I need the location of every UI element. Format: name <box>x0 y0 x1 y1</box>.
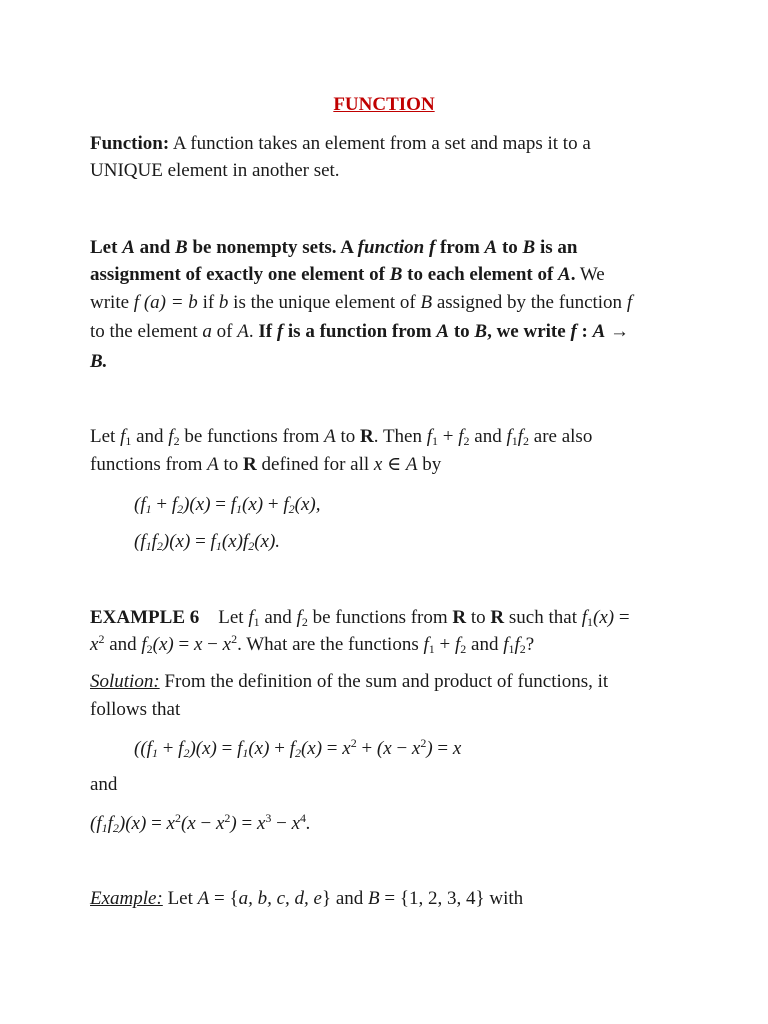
text: x <box>193 634 203 655</box>
text: assigned by the function <box>432 292 627 313</box>
text: x <box>383 738 392 759</box>
definition-line-3 <box>90 290 632 316</box>
text: A <box>558 264 571 285</box>
subscript: 1 <box>587 615 594 629</box>
text: B <box>522 237 536 258</box>
text: R <box>360 426 374 447</box>
text: f <box>426 426 433 447</box>
text: (x) <box>593 607 615 628</box>
text: → <box>605 321 630 342</box>
text: If <box>258 321 277 342</box>
text: A <box>405 454 418 475</box>
text: to <box>466 607 491 628</box>
text: ∈ <box>382 454 406 475</box>
text: : <box>576 321 593 342</box>
subscript: 2 <box>523 434 530 448</box>
superscript: 2 <box>420 736 427 750</box>
text: a, b, c, d, e <box>238 888 322 909</box>
formula-example-sum: ($(f_1 + f_2)(x) = f_1(x) + f_2(x) = x^2 + (x - x^2) = x$ <box>134 736 462 760</box>
text: . Then <box>373 426 427 447</box>
text: B <box>389 264 403 285</box>
text: f <box>120 426 126 447</box>
text: f <box>140 494 146 515</box>
text: R <box>243 454 257 475</box>
text: Let <box>162 888 198 909</box>
text: x <box>166 813 175 834</box>
subscript: 1 <box>125 434 132 448</box>
text: function f <box>357 237 436 258</box>
sumproduct-line-2 <box>90 452 441 478</box>
text: f <box>178 738 184 759</box>
intro-term: Function: <box>90 133 170 154</box>
text: be functions from <box>307 607 453 628</box>
definition-line-5: B. <box>90 351 108 372</box>
superscript: 2 <box>350 736 357 750</box>
text: − <box>391 738 412 759</box>
text: functions from <box>90 454 208 475</box>
text: A <box>484 237 498 258</box>
text: and <box>259 607 297 628</box>
subscript: 1 <box>508 642 515 656</box>
text: f <box>96 813 102 834</box>
subscript: 2 <box>173 434 180 448</box>
text: A <box>122 237 135 258</box>
text: = <box>190 531 211 552</box>
text: A <box>197 888 210 909</box>
text: , we write <box>487 321 571 342</box>
text: f <box>276 321 284 342</box>
text: A <box>436 321 450 342</box>
subscript: 1 <box>101 821 108 835</box>
formula-product: $(f_1f_2)(x) = f_1(x)f_2(x)$. <box>134 531 281 553</box>
sumproduct-line-1 <box>90 424 592 450</box>
text: Let <box>90 426 121 447</box>
superscript: 2 <box>224 811 231 825</box>
text: + <box>269 738 290 759</box>
text: ? <box>525 634 535 655</box>
page-title: FUNCTION <box>333 94 435 115</box>
text: f <box>454 634 461 655</box>
definition-line-1 <box>90 235 577 261</box>
example6-line-2 <box>90 632 534 658</box>
text: x <box>90 634 99 655</box>
definition-line-2 <box>90 262 605 288</box>
text: be nonempty sets. A <box>187 237 358 258</box>
text: R <box>452 607 467 628</box>
example-label: Example: <box>90 888 163 909</box>
text: A <box>207 454 219 475</box>
superscript: 2 <box>231 632 238 646</box>
text: f <box>141 634 147 655</box>
text: f <box>506 426 512 447</box>
text: b <box>218 292 229 313</box>
superscript: 2 <box>174 811 181 825</box>
text: by <box>417 454 442 475</box>
text: . What are the functions <box>237 634 424 655</box>
text: and <box>131 426 169 447</box>
text: + <box>438 426 459 447</box>
text: = <box>236 813 257 834</box>
text: a <box>202 321 212 342</box>
text: + <box>157 738 179 759</box>
text: x <box>187 813 196 834</box>
text: to <box>497 237 523 258</box>
text: of <box>211 321 238 342</box>
subscript: 2 <box>112 821 119 835</box>
text: = <box>432 738 453 759</box>
subscript: 1 <box>151 746 158 760</box>
solution-line-2: follows that <box>90 699 181 720</box>
intro-line-1 <box>90 131 591 157</box>
subscript: 1 <box>242 746 249 760</box>
solution-label: Solution: <box>90 671 160 692</box>
text: x <box>215 813 225 834</box>
text: and <box>466 634 504 655</box>
subscript: 1 <box>432 434 439 448</box>
text: f <box>230 494 237 515</box>
text: + <box>356 738 377 759</box>
text: write <box>90 292 134 313</box>
text: x <box>452 738 462 759</box>
text: to <box>335 426 361 447</box>
text: Let <box>199 607 249 628</box>
subscript: 1 <box>428 642 435 656</box>
text: f <box>458 426 464 447</box>
text: x <box>291 813 301 834</box>
text: assignment of exactly one element of <box>90 264 390 285</box>
text: A <box>592 321 606 342</box>
example-line-1 <box>90 886 523 912</box>
subscript: 2 <box>288 502 295 516</box>
text: } and <box>321 888 369 909</box>
subscript: 2 <box>294 746 301 760</box>
subscript: 1 <box>511 434 518 448</box>
text: . <box>248 321 259 342</box>
text: − <box>195 813 216 834</box>
text: f <box>210 531 216 552</box>
text: to <box>449 321 475 342</box>
formula-sum: $(f_1 + f_2)(x) = f_1(x) + f_2(x)$, <box>134 494 321 516</box>
text: A <box>237 321 249 342</box>
text: x <box>256 813 266 834</box>
text: Let <box>90 237 123 258</box>
text: such that <box>504 607 582 628</box>
text: f <box>514 634 520 655</box>
subscript: 1 <box>215 539 222 553</box>
text: + <box>434 634 455 655</box>
text: f <box>626 292 633 313</box>
text: f <box>168 426 174 447</box>
text: f (a) = b <box>133 292 198 313</box>
subscript: 1 <box>253 615 260 629</box>
text: is the unique element of <box>228 292 421 313</box>
text: to each element of <box>402 264 559 285</box>
text: = <box>614 607 630 628</box>
subscript: 1 <box>145 539 152 553</box>
text: = <box>146 813 167 834</box>
text: = { <box>209 888 239 909</box>
text: f <box>283 494 289 515</box>
text: and <box>469 426 507 447</box>
text: f <box>237 738 243 759</box>
text: to <box>218 454 244 475</box>
text: + <box>263 494 284 515</box>
text: f <box>151 531 157 552</box>
subscript: 2 <box>519 642 526 656</box>
text: f <box>289 738 295 759</box>
example6-label: EXAMPLE 6 <box>90 607 200 628</box>
text: f <box>503 634 509 655</box>
text: = <box>173 634 194 655</box>
text: and <box>134 237 176 258</box>
text: x <box>222 634 232 655</box>
text: f <box>570 321 577 342</box>
text: be functions from <box>179 426 325 447</box>
subscript: 2 <box>177 502 184 516</box>
subscript: 1 <box>236 502 243 516</box>
text: We <box>575 264 605 285</box>
example6-line-1 <box>90 605 630 631</box>
solution-line-1 <box>90 669 608 695</box>
text: f <box>140 531 146 552</box>
text: = <box>210 494 231 515</box>
text: f <box>423 634 429 655</box>
subscript: 2 <box>183 746 190 760</box>
subscript: 2 <box>146 642 153 656</box>
text: x <box>411 738 421 759</box>
text: − <box>271 813 292 834</box>
intro-text-1: A function takes an element from a set and maps it to a <box>169 133 591 154</box>
text: x <box>342 738 351 759</box>
text: f <box>517 426 524 447</box>
subscript: 2 <box>156 539 163 553</box>
text: = <box>216 738 238 759</box>
superscript: 3 <box>265 811 272 825</box>
superscript: 2 <box>98 632 105 646</box>
text: to the element <box>90 321 203 342</box>
text: A <box>324 426 336 447</box>
subscript: 2 <box>248 539 255 553</box>
text: and <box>104 634 142 655</box>
text: B <box>175 237 188 258</box>
text: f <box>581 607 588 628</box>
text: f <box>171 494 178 515</box>
intro-line-2: UNIQUE element in another set. <box>90 160 340 181</box>
text: defined for all <box>256 454 374 475</box>
text: f <box>107 813 113 834</box>
subscript: 2 <box>301 615 308 629</box>
subscript: 1 <box>145 502 152 516</box>
text: f <box>296 607 302 628</box>
and-word: and <box>90 774 118 795</box>
text: . <box>570 264 576 285</box>
text: − <box>202 634 223 655</box>
text: are also <box>529 426 593 447</box>
superscript: 4 <box>300 811 307 825</box>
text: f <box>146 738 152 759</box>
definition-line-4 <box>90 319 629 345</box>
text: (x) <box>152 634 174 655</box>
formula-example-product: $(f_1f_2)(x) = x^2(x - x^2) = x^3 - x^4$. <box>90 811 311 835</box>
text: From the definition of the sum and product of functions, it <box>159 671 609 692</box>
text: B <box>474 321 488 342</box>
text: is a function from <box>283 321 437 342</box>
subscript: 2 <box>463 434 470 448</box>
text: B <box>420 292 433 313</box>
text: if <box>197 292 219 313</box>
text: f <box>248 607 254 628</box>
text: x <box>373 454 383 475</box>
text: = <box>322 738 343 759</box>
text: + <box>151 494 172 515</box>
text: f <box>242 531 249 552</box>
text: R <box>490 607 505 628</box>
subscript: 2 <box>460 642 467 656</box>
text: = {1, 2, 3, 4} with <box>379 888 524 909</box>
text: is an <box>535 237 578 258</box>
text: from <box>435 237 485 258</box>
text: B <box>368 888 380 909</box>
